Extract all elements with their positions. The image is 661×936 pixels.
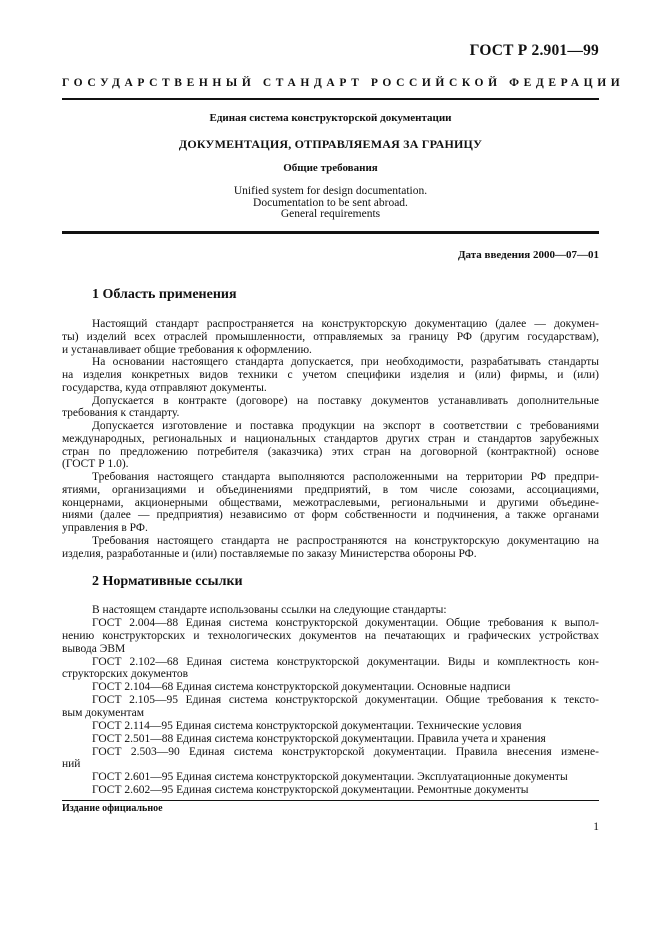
section-1-heading: 1 Область применения — [92, 287, 237, 302]
official-edition-label: Издание официальное — [62, 803, 163, 814]
title-rule — [62, 231, 599, 234]
body-line: ятиями, организациями и объединениями предприятий, в том числе союзами, ассоциациями, — [62, 484, 599, 496]
body-line: Настоящий стандарт распространяется на конструкторскую документацию (далее — докумен- — [92, 318, 599, 330]
body-line: Требования настоящего стандарта выполняются расположенными на территории РФ предпри- — [92, 471, 599, 483]
system-name: Единая система конструкторской документации — [209, 112, 452, 124]
reference-line: ГОСТ 2.105—95 Единая система конструкторской документации. Общие требования к тексто- — [92, 694, 599, 706]
reference-line: ГОСТ 2.602—95 Единая система конструкторской документации. Ремонтные документы — [92, 784, 529, 796]
body-line: (ГОСТ Р 1.0). — [62, 458, 129, 470]
english-title-line: Documentation to be sent abroad. — [253, 197, 408, 209]
footer-rule — [62, 800, 599, 801]
body-line: и устанавливает общие требования к оформлению. — [62, 344, 312, 356]
english-title-line: General requirements — [280, 208, 381, 220]
reference-line: ний — [62, 758, 81, 770]
body-line: государства, куда отправляют документы. — [62, 382, 267, 394]
page-number: 1 — [593, 821, 599, 833]
body-line: международных, региональных и национальных стандартов других стран и стандартов зарубежных — [62, 433, 599, 445]
reference-line: нению конструкторских и технологических документов на печатающих и графических устройствах — [62, 630, 599, 642]
top-rule — [62, 98, 599, 100]
body-line: Допускается изготовление и поставка продукции на экспорт в соответствии с требованиями — [92, 420, 599, 432]
document-title: ДОКУМЕНТАЦИЯ, ОТПРАВЛЯЕМАЯ ЗА ГРАНИЦУ — [178, 137, 483, 151]
reference-line: вывода ЭВМ — [62, 643, 126, 655]
reference-line: ГОСТ 2.501—88 Единая система конструкторской документации. Правила учета и хранения — [92, 733, 546, 745]
reference-line: ГОСТ 2.601—95 Единая система конструкторской документации. Эксплуатационные документы — [92, 771, 568, 783]
body-line: управления в РФ. — [62, 522, 148, 534]
reference-line: ГОСТ 2.114—95 Единая система конструкторской документации. Технические условия — [92, 720, 522, 732]
reference-line: ГОСТ 2.104—68 Единая система конструкторской документации. Основные надписи — [92, 681, 511, 693]
body-line: изделия, разработанные и (или) поставляемые по заказу Министерства обороны РФ. — [62, 548, 477, 560]
english-title-line: Unified system for design documentation. — [233, 185, 428, 197]
body-line: Допускается в контракте (договоре) на поставку документов устанавливать дополнительные — [92, 395, 599, 407]
body-line: ты) изделий всех отраслей промышленности, отправляемых за границу РФ (другим государствам), — [62, 331, 599, 343]
reference-line: ГОСТ 2.102—68 Единая система конструкторской документации. Виды и комплектность кон- — [92, 656, 599, 668]
body-line: требования к стандарту. — [62, 407, 180, 419]
section-2-heading: 2 Нормативные ссылки — [92, 574, 243, 589]
reference-line: ГОСТ 2.503—90 Единая система конструкторской документации. Правила внесения измене- — [92, 746, 599, 758]
body-line: Требования настоящего стандарта не распространяются на конструкторскую документацию на — [92, 535, 599, 547]
reference-line: ГОСТ 2.004—88 Единая система конструкторской документации. Общие требования к выпол- — [92, 617, 599, 629]
body-line: концернами, акционерными обществами, межотраслевыми, региональными и другими объедине- — [62, 497, 599, 509]
body-line: ниями (далее — предприятия) независимо от форм собственности и подчинения, а также органами — [62, 509, 599, 521]
reference-line: вым документам — [62, 707, 145, 719]
reference-line: структорских документов — [62, 668, 189, 680]
body-line: На основании настоящего стандарта допускается, при необходимости, разрабатывать стандарты — [92, 356, 599, 368]
document-subtitle: Общие требования — [283, 162, 378, 174]
introduction-date: Дата введения 2000—07—01 — [457, 249, 599, 261]
body-line: В настоящем стандарте использованы ссылки на следующие стандарты: — [92, 604, 447, 616]
body-line: стран по предложению потребителя (заказчика) этих стран на договорной (контрактной) основе — [62, 446, 599, 458]
body-line: на изделия конкретных видов техники с учетом специфики изделия и (или) фирмы, и (или) — [62, 369, 599, 381]
gost-number: ГОСТ Р 2.901—99 — [469, 42, 599, 59]
state-standard-banner: ГОСУДАРСТВЕННЫЙ СТАНДАРТ РОССИЙСКОЙ ФЕДЕРАЦИИ — [62, 77, 625, 89]
